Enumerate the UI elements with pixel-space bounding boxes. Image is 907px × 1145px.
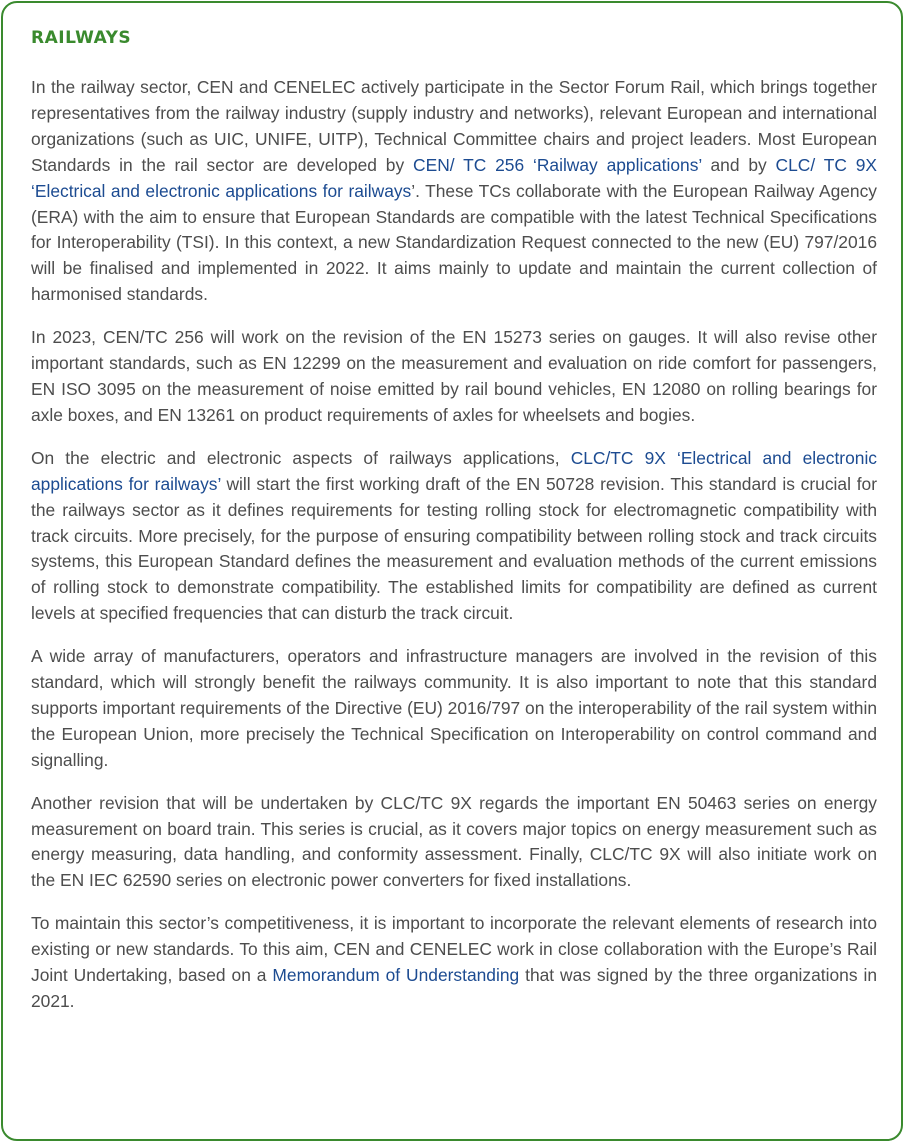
link-clc-tc-9x[interactable]: CLC/ TC 9X ‘Electrical and electronic applications for railways bbox=[31, 154, 877, 201]
section-body bbox=[31, 75, 877, 1032]
paragraph-sector-forum bbox=[31, 75, 877, 308]
paragraph-competitiveness bbox=[31, 911, 877, 1015]
paragraph-energy-measurement bbox=[31, 791, 877, 895]
text: that was signed by the three organizations in 2021. bbox=[31, 965, 877, 1011]
text: In 2023, CEN/TC 256 will work on the revision of the EN 15273 series on gauges. It will also revise other important standards, such as EN 12299 on the measurement and evaluation on ride comfort for passengers, EN ISO 3095 on the measurement of noise emitted by rail bound vehicles, EN 12080 on rolling bearings for axle boxes, and EN 13261 on product requirements of axles for wheelsets and bogies. bbox=[31, 327, 877, 425]
link-memorandum-of-understanding[interactable]: Memorandum of Understanding bbox=[272, 965, 520, 986]
paragraph-manufacturers bbox=[31, 644, 877, 774]
text: ’. These TCs collaborate with the European Railway Agency (ERA) with the aim to ensure that European Standards are compatible with the latest Technical Specifications for Interoperability (TSI). In this context, a new Standardization Request connected to the new (EU) 797/2016 will be finalised and implemented in 2022. It aims mainly to update and maintain the current collection of harmonised standards. bbox=[31, 180, 877, 305]
text: On the electric and electronic aspects of railways applications, bbox=[31, 447, 571, 468]
link-clc-tc-9x-electrical[interactable]: CLC/TC 9X ‘Electrical and electronic applications for railways’ bbox=[31, 447, 877, 494]
text: will start the first working draft of the EN 50728 revision. This standard is crucial for the railways sector as it defines requirements for testing rolling stock for electromagnetic compatibility with track circuits. More precisely, for the purpose of ensuring compatibility between rolling stock and track circuits systems, this European Standard defines the measurement and evaluation methods of the current emissions of rolling stock to demonstrate compatibility. The established limits for compatibility are defined as current levels at specified frequencies that can disturb the track circuit. bbox=[31, 473, 877, 624]
text: and by bbox=[701, 154, 776, 175]
section-title: RAILWAYS bbox=[31, 28, 132, 48]
link-cen-tc-256[interactable]: CEN/ TC 256 ‘Railway applications’ bbox=[413, 154, 702, 175]
text: A wide array of manufacturers, operators and infrastructure managers are involved in the revision of this standard, which will strongly benefit the railways community. It is also important to note that this standard supports important requirements of the Directive (EU) 2016/797 on the interoperability of the rail system within the European Union, more precisely the Technical Specification on Interoperability on control command and signalling. bbox=[31, 646, 877, 770]
text: Another revision that will be undertaken by CLC/TC 9X regards the important EN 50463 series on energy measurement on board train. This series is crucial, as it covers major topics on energy measurement such as energy measuring, data handling, and conformity assessment. Finally, CLC/TC 9X will also initiate work on the EN IEC 62590 series on electronic power converters for fixed installations. bbox=[31, 792, 877, 891]
text: To maintain this sector’s competitiveness, it is important to incorporate the relevant elements of research into existing or new standards. To this aim, CEN and CENELEC work in close collaboration with the Europe’s Rail Joint Undertaking, based on a bbox=[31, 913, 877, 986]
paragraph-cen-tc-256-work bbox=[31, 325, 877, 429]
text: In the railway sector, CEN and CENELEC actively participate in the Sector Forum Rail, which brings together representatives from the railway industry (supply industry and networks), relevant European and international organizations (such as UIC, UNIFE, UITP), Technical Committee chairs and project leaders. Most European Standards in the rail sector are developed by bbox=[31, 77, 877, 175]
paragraph-electric-aspects bbox=[31, 446, 877, 627]
